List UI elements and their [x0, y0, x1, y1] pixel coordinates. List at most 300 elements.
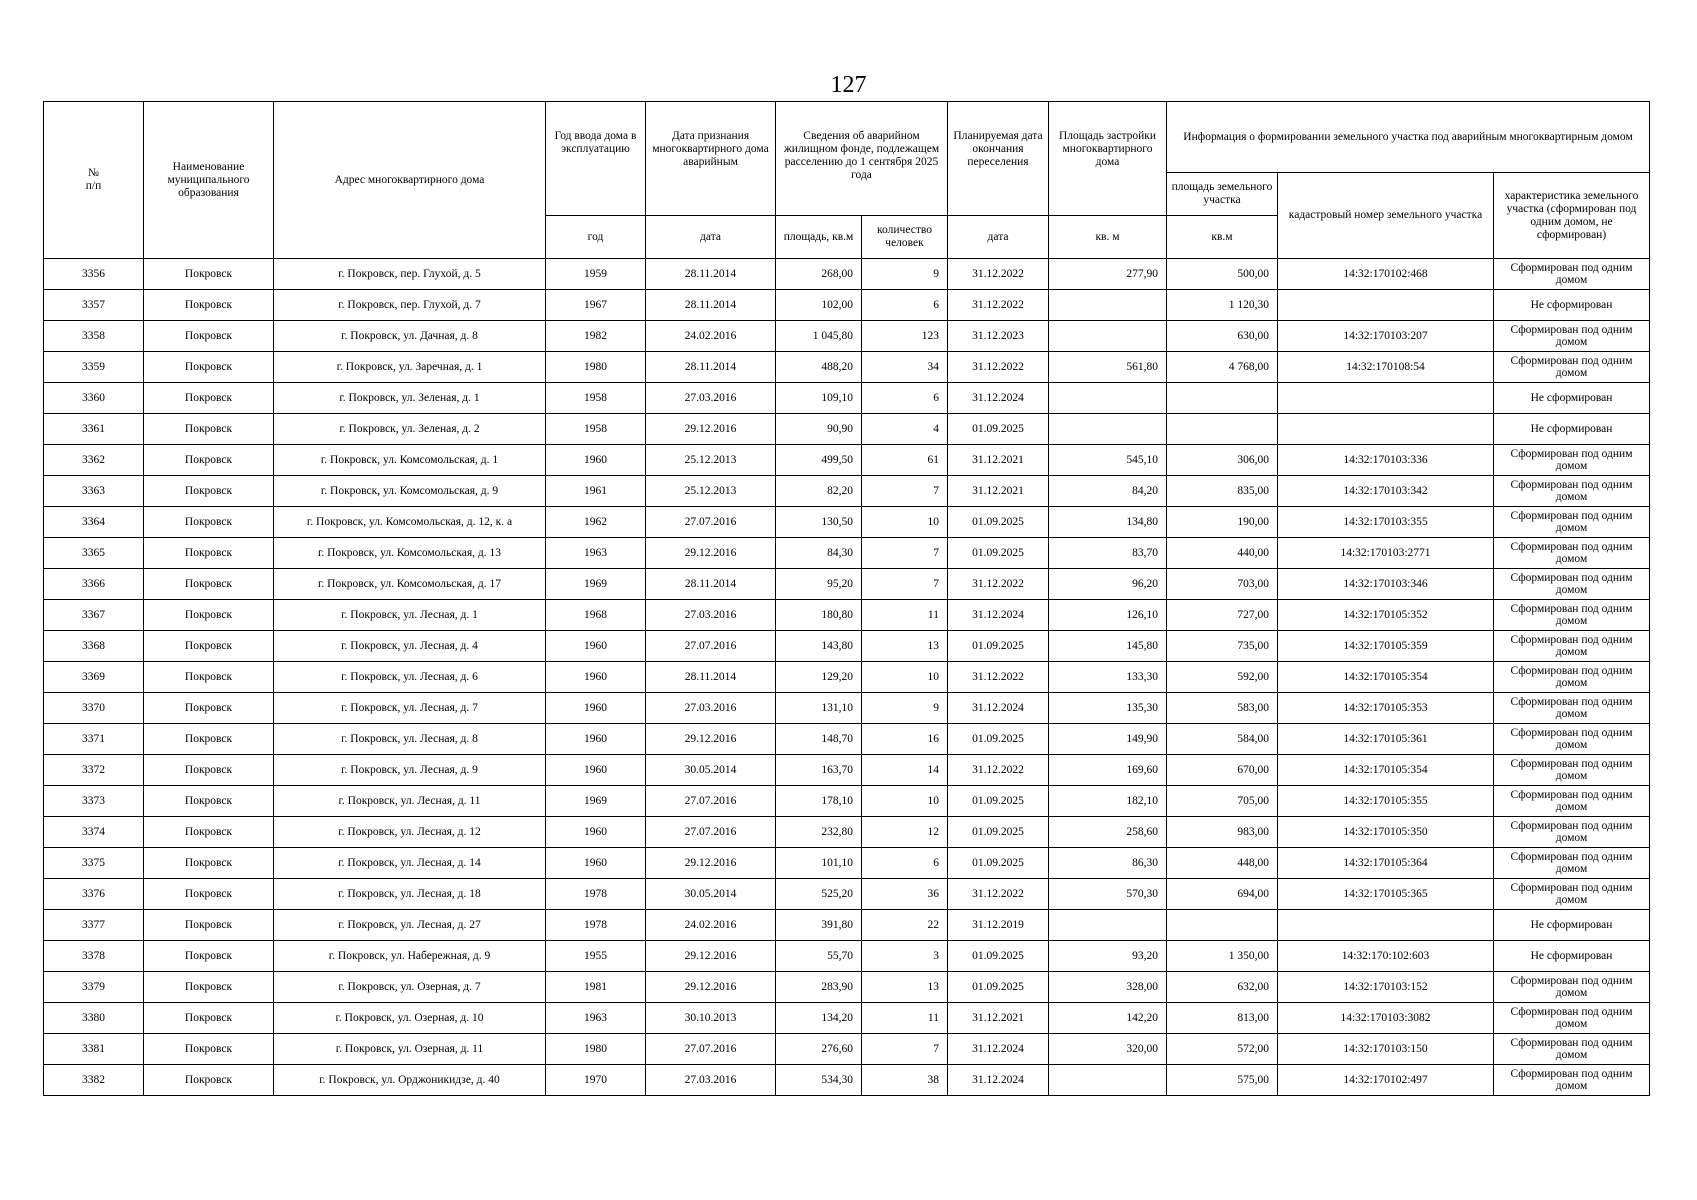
cell-emergency-area: 163,70: [776, 755, 862, 786]
cell-date-declared: 28.11.2014: [646, 352, 776, 383]
cell-municipality: Покровск: [144, 786, 274, 817]
header-land-area: площадь земельного участка: [1167, 173, 1278, 216]
unit-area: площадь, кв.м: [776, 216, 862, 259]
cell-municipality: Покровск: [144, 538, 274, 569]
cell-planned-date: 31.12.2024: [948, 600, 1049, 631]
cell-emergency-area: 268,00: [776, 259, 862, 290]
cell-year-built: 1960: [546, 693, 646, 724]
cell-land-area: 727,00: [1167, 600, 1278, 631]
cell-address: г. Покровск, ул. Лесная, д. 7: [274, 693, 546, 724]
cell-cadastral-number: 14:32:170103:355: [1278, 507, 1494, 538]
unit-people: количество человек: [862, 216, 948, 259]
cell-year-built: 1982: [546, 321, 646, 352]
cell-municipality: Покровск: [144, 941, 274, 972]
cell-num: 3358: [44, 321, 144, 352]
cell-address: г. Покровск, ул. Лесная, д. 27: [274, 910, 546, 941]
cell-address: г. Покровск, ул. Озерная, д. 7: [274, 972, 546, 1003]
cell-land-area: 983,00: [1167, 817, 1278, 848]
cell-planned-date: 01.09.2025: [948, 724, 1049, 755]
cell-num: 3374: [44, 817, 144, 848]
cell-year-built: 1960: [546, 631, 646, 662]
table-row: [44, 507, 1650, 538]
cell-cadastral-number: 14:32:170103:207: [1278, 321, 1494, 352]
cell-people-count: 7: [862, 1034, 948, 1065]
cell-building-area: 258,60: [1049, 817, 1167, 848]
cell-planned-date: 31.12.2022: [948, 569, 1049, 600]
cell-cadastral-number: 14:32:170103:152: [1278, 972, 1494, 1003]
table-row: [44, 910, 1650, 941]
header-land-status: характеристика земельного участка (сформирован под одним домом, не сформирован): [1494, 173, 1650, 259]
unit-date: дата: [646, 216, 776, 259]
cell-planned-date: 31.12.2022: [948, 259, 1049, 290]
cell-land-area: 703,00: [1167, 569, 1278, 600]
cell-cadastral-number: 14:32:170103:150: [1278, 1034, 1494, 1065]
cell-municipality: Покровск: [144, 879, 274, 910]
cell-num: 3382: [44, 1065, 144, 1096]
cell-address: г. Покровск, ул. Лесная, д. 11: [274, 786, 546, 817]
table-row: [44, 972, 1650, 1003]
cell-municipality: Покровск: [144, 631, 274, 662]
cell-emergency-area: 101,10: [776, 848, 862, 879]
cell-people-count: 16: [862, 724, 948, 755]
cell-date-declared: 29.12.2016: [646, 538, 776, 569]
cell-building-area: 545,10: [1049, 445, 1167, 476]
cell-address: г. Покровск, ул. Дачная, д. 8: [274, 321, 546, 352]
cell-planned-date: 01.09.2025: [948, 507, 1049, 538]
cell-land-status: Сформирован под одним домом: [1494, 879, 1650, 910]
cell-building-area: 84,20: [1049, 476, 1167, 507]
cell-building-area: 134,80: [1049, 507, 1167, 538]
emergency-housing-table: [43, 101, 1650, 1096]
cell-land-status: Сформирован под одним домом: [1494, 848, 1650, 879]
cell-num: 3375: [44, 848, 144, 879]
cell-num: 3377: [44, 910, 144, 941]
cell-emergency-area: 143,80: [776, 631, 862, 662]
header-municipality: Наименование муниципального образования: [144, 102, 274, 259]
table-row: [44, 538, 1650, 569]
cell-address: г. Покровск, ул. Лесная, д. 6: [274, 662, 546, 693]
cell-building-area: 133,30: [1049, 662, 1167, 693]
cell-num: 3366: [44, 569, 144, 600]
cell-year-built: 1960: [546, 848, 646, 879]
cell-land-status: Сформирован под одним домом: [1494, 476, 1650, 507]
cell-planned-date: 01.09.2025: [948, 786, 1049, 817]
cell-date-declared: 24.02.2016: [646, 321, 776, 352]
unit-year: год: [546, 216, 646, 259]
cell-municipality: Покровск: [144, 352, 274, 383]
table-row: [44, 600, 1650, 631]
cell-building-area: 277,90: [1049, 259, 1167, 290]
cell-land-status: Сформирован под одним домом: [1494, 538, 1650, 569]
cell-planned-date: 31.12.2022: [948, 662, 1049, 693]
cell-land-area: 835,00: [1167, 476, 1278, 507]
cell-land-area: 583,00: [1167, 693, 1278, 724]
cell-date-declared: 27.07.2016: [646, 1034, 776, 1065]
cell-municipality: Покровск: [144, 259, 274, 290]
cell-building-area: 135,30: [1049, 693, 1167, 724]
cell-building-area: [1049, 321, 1167, 352]
cell-municipality: Покровск: [144, 755, 274, 786]
cell-num: 3360: [44, 383, 144, 414]
table-row: [44, 879, 1650, 910]
cell-date-declared: 27.03.2016: [646, 1065, 776, 1096]
cell-date-declared: 29.12.2016: [646, 972, 776, 1003]
table-row: [44, 755, 1650, 786]
cell-municipality: Покровск: [144, 1065, 274, 1096]
cell-num: 3371: [44, 724, 144, 755]
cell-year-built: 1980: [546, 352, 646, 383]
cell-land-area: 632,00: [1167, 972, 1278, 1003]
cell-address: г. Покровск, пер. Глухой, д. 5: [274, 259, 546, 290]
cell-cadastral-number: 14:32:170105:359: [1278, 631, 1494, 662]
cell-municipality: Покровск: [144, 848, 274, 879]
cell-municipality: Покровск: [144, 445, 274, 476]
cell-emergency-area: 488,20: [776, 352, 862, 383]
cell-building-area: 328,00: [1049, 972, 1167, 1003]
cell-year-built: 1959: [546, 259, 646, 290]
cell-date-declared: 30.05.2014: [646, 879, 776, 910]
cell-people-count: 6: [862, 290, 948, 321]
cell-emergency-area: 130,50: [776, 507, 862, 538]
cell-land-status: Сформирован под одним домом: [1494, 1065, 1650, 1096]
cell-planned-date: 31.12.2023: [948, 321, 1049, 352]
cell-land-area: 4 768,00: [1167, 352, 1278, 383]
cell-address: г. Покровск, ул. Лесная, д. 4: [274, 631, 546, 662]
cell-date-declared: 27.07.2016: [646, 817, 776, 848]
cell-emergency-area: 148,70: [776, 724, 862, 755]
cell-year-built: 1978: [546, 879, 646, 910]
cell-year-built: 1960: [546, 755, 646, 786]
cell-land-area: 813,00: [1167, 1003, 1278, 1034]
cell-people-count: 3: [862, 941, 948, 972]
cell-building-area: 93,20: [1049, 941, 1167, 972]
cell-land-status: Не сформирован: [1494, 414, 1650, 445]
cell-people-count: 11: [862, 600, 948, 631]
cell-planned-date: 31.12.2022: [948, 755, 1049, 786]
cell-planned-date: 31.12.2022: [948, 879, 1049, 910]
cell-year-built: 1962: [546, 507, 646, 538]
cell-year-built: 1960: [546, 817, 646, 848]
cell-cadastral-number: [1278, 290, 1494, 321]
cell-building-area: [1049, 910, 1167, 941]
cell-emergency-area: 95,20: [776, 569, 862, 600]
cell-land-area: 190,00: [1167, 507, 1278, 538]
table-row: [44, 848, 1650, 879]
cell-planned-date: 31.12.2019: [948, 910, 1049, 941]
cell-building-area: 182,10: [1049, 786, 1167, 817]
cell-people-count: 6: [862, 383, 948, 414]
cell-cadastral-number: 14:32:170108:54: [1278, 352, 1494, 383]
cell-year-built: 1960: [546, 724, 646, 755]
cell-land-status: Сформирован под одним домом: [1494, 693, 1650, 724]
cell-date-declared: 28.11.2014: [646, 569, 776, 600]
cell-date-declared: 24.02.2016: [646, 910, 776, 941]
unit-sqm-land: кв.м: [1167, 216, 1278, 259]
cell-planned-date: 31.12.2022: [948, 352, 1049, 383]
cell-municipality: Покровск: [144, 972, 274, 1003]
cell-people-count: 12: [862, 817, 948, 848]
table-row: [44, 941, 1650, 972]
cell-planned-date: 31.12.2024: [948, 383, 1049, 414]
cell-date-declared: 28.11.2014: [646, 290, 776, 321]
cell-land-area: [1167, 383, 1278, 414]
cell-address: г. Покровск, ул. Комсомольская, д. 9: [274, 476, 546, 507]
table-row: [44, 383, 1650, 414]
table-row: [44, 817, 1650, 848]
cell-year-built: 1963: [546, 538, 646, 569]
cell-building-area: 320,00: [1049, 1034, 1167, 1065]
cell-land-status: Сформирован под одним домом: [1494, 755, 1650, 786]
cell-address: г. Покровск, ул. Комсомольская, д. 12, к. а: [274, 507, 546, 538]
page-number: 127: [830, 72, 867, 98]
cell-land-area: 694,00: [1167, 879, 1278, 910]
cell-emergency-area: 534,30: [776, 1065, 862, 1096]
cell-address: г. Покровск, ул. Лесная, д. 12: [274, 817, 546, 848]
cell-municipality: Покровск: [144, 1003, 274, 1034]
cell-building-area: [1049, 290, 1167, 321]
cell-land-area: 500,00: [1167, 259, 1278, 290]
cell-cadastral-number: 14:32:170:102:603: [1278, 941, 1494, 972]
cell-people-count: 61: [862, 445, 948, 476]
cell-municipality: Покровск: [144, 383, 274, 414]
cell-date-declared: 27.03.2016: [646, 600, 776, 631]
cell-address: г. Покровск, ул. Лесная, д. 8: [274, 724, 546, 755]
cell-cadastral-number: [1278, 383, 1494, 414]
cell-emergency-area: 178,10: [776, 786, 862, 817]
cell-cadastral-number: 14:32:170103:3082: [1278, 1003, 1494, 1034]
cell-emergency-area: 90,90: [776, 414, 862, 445]
cell-land-status: Сформирован под одним домом: [1494, 1034, 1650, 1065]
cell-cadastral-number: 14:32:170105:354: [1278, 662, 1494, 693]
cell-cadastral-number: 14:32:170103:342: [1278, 476, 1494, 507]
cell-year-built: 1960: [546, 662, 646, 693]
cell-planned-date: 31.12.2021: [948, 476, 1049, 507]
cell-building-area: 142,20: [1049, 1003, 1167, 1034]
table-header: [44, 102, 1650, 259]
cell-year-built: 1980: [546, 1034, 646, 1065]
cell-planned-date: 01.09.2025: [948, 414, 1049, 445]
cell-date-declared: 30.05.2014: [646, 755, 776, 786]
cell-municipality: Покровск: [144, 321, 274, 352]
cell-address: г. Покровск, ул. Зеленая, д. 1: [274, 383, 546, 414]
cell-land-area: 572,00: [1167, 1034, 1278, 1065]
table-row: [44, 445, 1650, 476]
cell-land-status: Сформирован под одним домом: [1494, 600, 1650, 631]
cell-cadastral-number: 14:32:170105:364: [1278, 848, 1494, 879]
cell-municipality: Покровск: [144, 600, 274, 631]
cell-building-area: 149,90: [1049, 724, 1167, 755]
cell-land-area: 575,00: [1167, 1065, 1278, 1096]
cell-num: 3364: [44, 507, 144, 538]
cell-people-count: 10: [862, 507, 948, 538]
cell-building-area: 169,60: [1049, 755, 1167, 786]
cell-emergency-area: 134,20: [776, 1003, 862, 1034]
cell-year-built: 1970: [546, 1065, 646, 1096]
cell-num: 3380: [44, 1003, 144, 1034]
cell-cadastral-number: [1278, 414, 1494, 445]
table-body: [44, 259, 1650, 1096]
cell-address: г. Покровск, ул. Набережная, д. 9: [274, 941, 546, 972]
cell-building-area: 86,30: [1049, 848, 1167, 879]
cell-people-count: 38: [862, 1065, 948, 1096]
cell-date-declared: 29.12.2016: [646, 724, 776, 755]
cell-land-status: Сформирован под одним домом: [1494, 352, 1650, 383]
table-row: [44, 290, 1650, 321]
cell-planned-date: 01.09.2025: [948, 972, 1049, 1003]
cell-year-built: 1969: [546, 569, 646, 600]
cell-year-built: 1958: [546, 414, 646, 445]
cell-date-declared: 27.03.2016: [646, 693, 776, 724]
cell-land-area: 630,00: [1167, 321, 1278, 352]
cell-municipality: Покровск: [144, 724, 274, 755]
cell-date-declared: 29.12.2016: [646, 941, 776, 972]
cell-land-status: Сформирован под одним домом: [1494, 259, 1650, 290]
cell-address: г. Покровск, ул. Комсомольская, д. 17: [274, 569, 546, 600]
cell-building-area: 96,20: [1049, 569, 1167, 600]
cell-planned-date: 31.12.2024: [948, 693, 1049, 724]
cell-people-count: 10: [862, 786, 948, 817]
cell-people-count: 123: [862, 321, 948, 352]
table-row: [44, 662, 1650, 693]
cell-emergency-area: 102,00: [776, 290, 862, 321]
cell-num: 3365: [44, 538, 144, 569]
table-row: [44, 724, 1650, 755]
cell-planned-date: 01.09.2025: [948, 941, 1049, 972]
cell-building-area: 126,10: [1049, 600, 1167, 631]
cell-num: 3369: [44, 662, 144, 693]
cell-num: 3373: [44, 786, 144, 817]
cell-people-count: 7: [862, 569, 948, 600]
cell-municipality: Покровск: [144, 693, 274, 724]
cell-municipality: Покровск: [144, 476, 274, 507]
header-date-declared: Дата признания многоквартирного дома аварийным: [646, 102, 776, 216]
cell-building-area: [1049, 1065, 1167, 1096]
cell-land-status: Сформирован под одним домом: [1494, 631, 1650, 662]
cell-land-status: Сформирован под одним домом: [1494, 445, 1650, 476]
cell-emergency-area: 232,80: [776, 817, 862, 848]
cell-planned-date: 31.12.2024: [948, 1034, 1049, 1065]
cell-municipality: Покровск: [144, 507, 274, 538]
table-row: [44, 414, 1650, 445]
cell-address: г. Покровск, ул. Комсомольская, д. 13: [274, 538, 546, 569]
table-row: [44, 631, 1650, 662]
cell-planned-date: 01.09.2025: [948, 538, 1049, 569]
cell-planned-date: 31.12.2022: [948, 290, 1049, 321]
table-row: [44, 476, 1650, 507]
header-address: Адрес многоквартирного дома: [274, 102, 546, 259]
cell-land-status: Сформирован под одним домом: [1494, 507, 1650, 538]
table-row: [44, 569, 1650, 600]
cell-cadastral-number: 14:32:170105:353: [1278, 693, 1494, 724]
cell-land-area: 705,00: [1167, 786, 1278, 817]
cell-cadastral-number: 14:32:170105:355: [1278, 786, 1494, 817]
cell-cadastral-number: 14:32:170105:361: [1278, 724, 1494, 755]
header-land-info: Информация о формировании земельного участка под аварийным многоквартирным домом: [1167, 102, 1650, 173]
cell-people-count: 7: [862, 538, 948, 569]
cell-num: 3379: [44, 972, 144, 1003]
header-planned-date: Планируемая дата окончания переселения: [948, 102, 1049, 216]
cell-emergency-area: 499,50: [776, 445, 862, 476]
cell-people-count: 22: [862, 910, 948, 941]
cell-municipality: Покровск: [144, 910, 274, 941]
table-row: [44, 1034, 1650, 1065]
cell-address: г. Покровск, ул. Лесная, д. 18: [274, 879, 546, 910]
table-row: [44, 693, 1650, 724]
cell-land-area: 1 350,00: [1167, 941, 1278, 972]
cell-cadastral-number: 14:32:170103:336: [1278, 445, 1494, 476]
cell-land-status: Не сформирован: [1494, 290, 1650, 321]
cell-people-count: 9: [862, 259, 948, 290]
cell-planned-date: 01.09.2025: [948, 631, 1049, 662]
cell-num: 3378: [44, 941, 144, 972]
cell-num: 3363: [44, 476, 144, 507]
cell-num: 3362: [44, 445, 144, 476]
table-row: [44, 1003, 1650, 1034]
cell-municipality: Покровск: [144, 1034, 274, 1065]
cell-cadastral-number: 14:32:170105:352: [1278, 600, 1494, 631]
cell-people-count: 13: [862, 972, 948, 1003]
cell-people-count: 4: [862, 414, 948, 445]
cell-date-declared: 27.03.2016: [646, 383, 776, 414]
cell-address: г. Покровск, ул. Лесная, д. 14: [274, 848, 546, 879]
cell-municipality: Покровск: [144, 817, 274, 848]
cell-people-count: 6: [862, 848, 948, 879]
table-row: [44, 1065, 1650, 1096]
cell-emergency-area: 391,80: [776, 910, 862, 941]
cell-land-area: [1167, 910, 1278, 941]
cell-municipality: Покровск: [144, 414, 274, 445]
cell-emergency-area: 131,10: [776, 693, 862, 724]
header-year-built: Год ввода дома в эксплуатацию: [546, 102, 646, 216]
cell-year-built: 1961: [546, 476, 646, 507]
cell-municipality: Покровск: [144, 662, 274, 693]
cell-date-declared: 27.07.2016: [646, 507, 776, 538]
cell-cadastral-number: 14:32:170102:468: [1278, 259, 1494, 290]
cell-num: 3359: [44, 352, 144, 383]
cell-land-status: Сформирован под одним домом: [1494, 662, 1650, 693]
cell-land-status: Сформирован под одним домом: [1494, 569, 1650, 600]
cell-date-declared: 27.07.2016: [646, 631, 776, 662]
cell-date-declared: 29.12.2016: [646, 848, 776, 879]
cell-address: г. Покровск, пер. Глухой, д. 7: [274, 290, 546, 321]
cell-address: г. Покровск, ул. Озерная, д. 11: [274, 1034, 546, 1065]
cell-year-built: 1955: [546, 941, 646, 972]
cell-year-built: 1969: [546, 786, 646, 817]
cell-land-status: Не сформирован: [1494, 941, 1650, 972]
cell-land-status: Сформирован под одним домом: [1494, 786, 1650, 817]
cell-address: г. Покровск, ул. Комсомольская, д. 1: [274, 445, 546, 476]
cell-num: 3356: [44, 259, 144, 290]
cell-address: г. Покровск, ул. Зеленая, д. 2: [274, 414, 546, 445]
cell-planned-date: 01.09.2025: [948, 848, 1049, 879]
cell-people-count: 14: [862, 755, 948, 786]
cell-people-count: 13: [862, 631, 948, 662]
cell-planned-date: 31.12.2024: [948, 1065, 1049, 1096]
cell-land-area: 306,00: [1167, 445, 1278, 476]
cell-people-count: 9: [862, 693, 948, 724]
cell-municipality: Покровск: [144, 569, 274, 600]
cell-address: г. Покровск, ул. Лесная, д. 9: [274, 755, 546, 786]
cell-date-declared: 25.12.2013: [646, 476, 776, 507]
table-row: [44, 321, 1650, 352]
cell-building-area: 561,80: [1049, 352, 1167, 383]
cell-land-area: 735,00: [1167, 631, 1278, 662]
unit-date-planned: дата: [948, 216, 1049, 259]
cell-people-count: 11: [862, 1003, 948, 1034]
header-cadastral: кадастровый номер земельного участка: [1278, 173, 1494, 259]
unit-sqm: кв. м: [1049, 216, 1167, 259]
cell-date-declared: 27.07.2016: [646, 786, 776, 817]
